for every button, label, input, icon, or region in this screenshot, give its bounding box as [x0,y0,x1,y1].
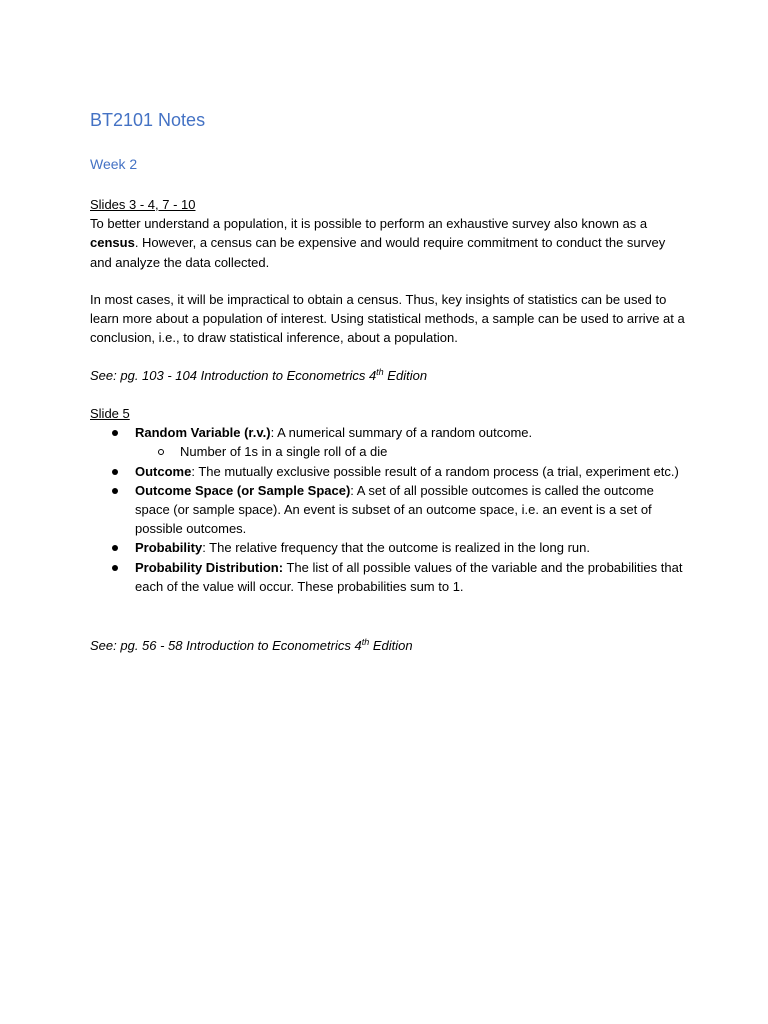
definition-text: : A set of all possible outcomes is called the outcome space (or sample space). An event is subset of an outcome space, i.e. an event is a set of possible outcomes. [135,482,654,537]
definition-text: : The relative frequency that the outcome is realized in the long run. [202,540,591,556]
reference-text: See: pg. 56 - 58 Introduction to Econometrics 4 [90,638,362,653]
bullet-icon [112,430,118,436]
week-heading: Week 2 [90,156,138,172]
sub-list [135,442,690,461]
sub-list-item [135,442,690,461]
section-slides-3-10 [90,195,690,272]
reference-edition: Edition [383,368,428,383]
list-item [90,462,690,481]
census-term: census [90,235,135,251]
census-paragraph-text-1: To better understand a population, it is possible to perform an exhaustive survey also known as a [90,216,648,232]
definition-term: Probability [135,540,203,556]
example-text: Number of 1s in a single roll of a die [180,444,388,460]
sampling-paragraph: In most cases, it will be impractical to obtain a census. Thus, key insights of statistics can be used to learn more about a population of interest. Using statistical methods, a sample can be used to arrive at a conclusion, i.e., to draw statistical inference, about a population. [90,292,685,346]
document-title: BT2101 Notes [90,110,206,130]
section-slide-5 [90,404,690,596]
section-heading: Slide 5 [90,406,130,421]
definitions-list [90,423,690,596]
reference-superscript: th [376,367,384,377]
definition-text: : The mutually exclusive possible result of a random process (a trial, experiment etc.) [191,463,679,479]
definition-term: Outcome [135,463,192,479]
list-item [90,481,690,539]
definition-term: Outcome Space (or Sample Space) [135,482,351,498]
definition-text: : A numerical summary of a random outcome. [270,425,533,441]
section-heading: Slides 3 - 4, 7 - 10 [90,197,196,212]
definition-term: Random Variable (r.v.) [135,425,271,441]
definition-term: Probability Distribution: [135,559,284,575]
reference-note [90,636,690,655]
bullet-icon [112,565,118,571]
list-item [90,558,690,596]
list-item [90,423,690,461]
reference-text: See: pg. 103 - 104 Introduction to Econometrics 4 [90,368,377,383]
reference-superscript: th [361,637,370,647]
bullet-icon [112,488,118,494]
definition-text: The list of all possible values of the variable and the probabilities that each of the value will occur. These probabilities sum to 1. [135,559,683,594]
reference-note [90,366,690,385]
census-paragraph-text-2: . However, a census can be expensive and would require commitment to conduct the survey and analyze the data collected. [90,235,666,270]
circle-bullet-icon [158,449,164,455]
census-paragraph [90,214,690,272]
bullet-icon [112,469,118,475]
bullet-icon [112,545,118,551]
reference-edition: Edition [369,638,413,653]
list-item [90,538,690,557]
